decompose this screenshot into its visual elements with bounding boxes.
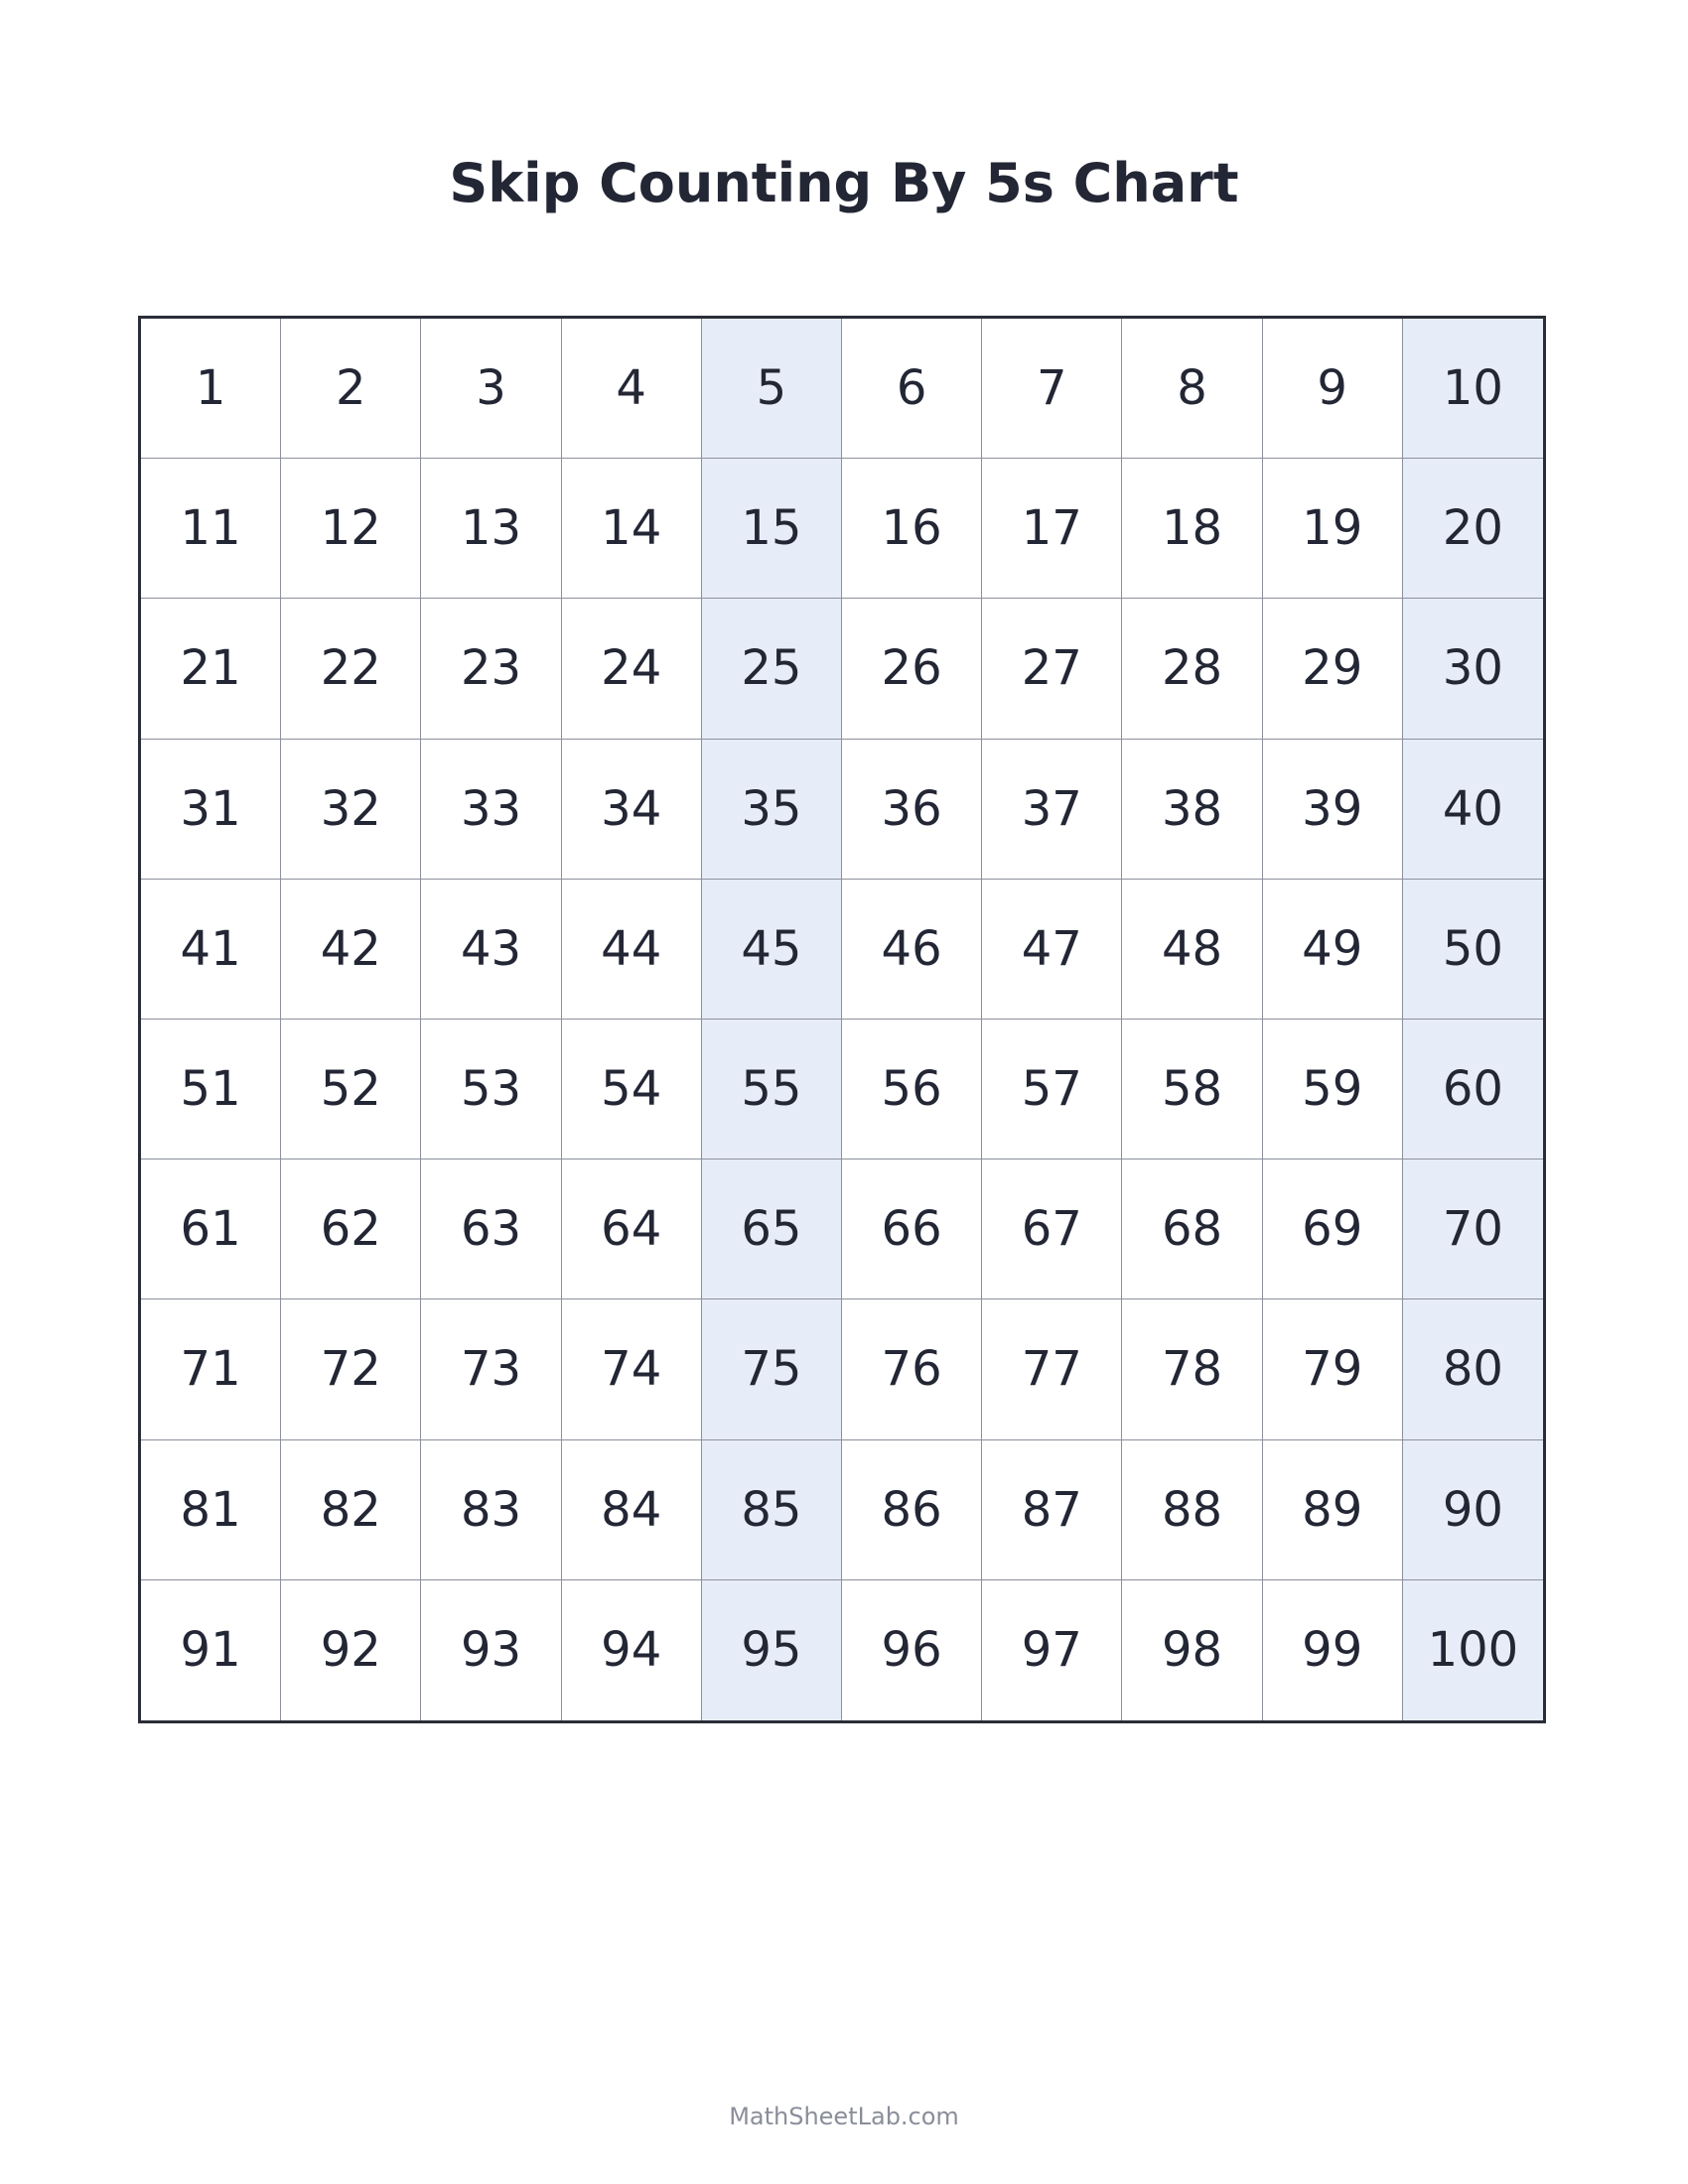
number-cell: 39 [1263,740,1403,880]
number-cell: 84 [562,1440,702,1580]
number-cell: 68 [1122,1160,1262,1299]
number-cell: 78 [1122,1299,1262,1439]
number-cell: 81 [141,1440,281,1580]
highlighted-number-cell: 95 [702,1580,842,1720]
highlighted-number-cell: 60 [1403,1020,1543,1160]
number-cell: 23 [421,599,561,739]
number-cell: 33 [421,740,561,880]
number-cell: 47 [982,880,1122,1020]
number-cell: 3 [421,319,561,459]
footer-site-name: MathSheetLab.com [729,2103,959,2130]
number-cell: 27 [982,599,1122,739]
number-cell: 4 [562,319,702,459]
number-cell: 32 [281,740,421,880]
highlighted-number-cell: 25 [702,599,842,739]
number-cell: 93 [421,1580,561,1720]
number-cell: 31 [141,740,281,880]
number-cell: 38 [1122,740,1262,880]
number-cell: 67 [982,1160,1122,1299]
number-cell: 51 [141,1020,281,1160]
number-cell: 71 [141,1299,281,1439]
number-cell: 73 [421,1299,561,1439]
number-cell: 16 [842,459,982,599]
number-cell: 53 [421,1020,561,1160]
number-cell: 37 [982,740,1122,880]
number-cell: 74 [562,1299,702,1439]
number-cell: 66 [842,1160,982,1299]
highlighted-number-cell: 5 [702,319,842,459]
number-cell: 41 [141,880,281,1020]
highlighted-number-cell: 75 [702,1299,842,1439]
highlighted-number-cell: 50 [1403,880,1543,1020]
number-cell: 1 [141,319,281,459]
number-cell: 79 [1263,1299,1403,1439]
number-cell: 34 [562,740,702,880]
number-cell: 12 [281,459,421,599]
number-cell: 14 [562,459,702,599]
number-cell: 59 [1263,1020,1403,1160]
number-cell: 9 [1263,319,1403,459]
number-cell: 49 [1263,880,1403,1020]
number-cell: 61 [141,1160,281,1299]
highlighted-number-cell: 20 [1403,459,1543,599]
number-cell: 54 [562,1020,702,1160]
number-cell: 24 [562,599,702,739]
highlighted-number-cell: 40 [1403,740,1543,880]
number-cell: 8 [1122,319,1262,459]
number-cell: 6 [842,319,982,459]
number-cell: 46 [842,880,982,1020]
highlighted-number-cell: 55 [702,1020,842,1160]
number-cell: 58 [1122,1020,1262,1160]
number-cell: 44 [562,880,702,1020]
number-cell: 83 [421,1440,561,1580]
hundreds-chart [138,316,1546,1723]
number-cell: 92 [281,1580,421,1720]
highlighted-number-cell: 15 [702,459,842,599]
number-cell: 42 [281,880,421,1020]
number-cell: 36 [842,740,982,880]
number-cell: 77 [982,1299,1122,1439]
number-cell: 28 [1122,599,1262,739]
number-cell: 18 [1122,459,1262,599]
highlighted-number-cell: 30 [1403,599,1543,739]
number-cell: 94 [562,1580,702,1720]
number-cell: 63 [421,1160,561,1299]
highlighted-number-cell: 35 [702,740,842,880]
number-cell: 62 [281,1160,421,1299]
number-cell: 22 [281,599,421,739]
number-cell: 2 [281,319,421,459]
number-cell: 19 [1263,459,1403,599]
number-cell: 87 [982,1440,1122,1580]
number-cell: 56 [842,1020,982,1160]
number-cell: 17 [982,459,1122,599]
number-cell: 64 [562,1160,702,1299]
number-cell: 69 [1263,1160,1403,1299]
number-cell: 96 [842,1580,982,1720]
number-cell: 99 [1263,1580,1403,1720]
number-cell: 98 [1122,1580,1262,1720]
number-cell: 21 [141,599,281,739]
number-cell: 43 [421,880,561,1020]
number-cell: 26 [842,599,982,739]
number-cell: 72 [281,1299,421,1439]
number-cell: 86 [842,1440,982,1580]
number-cell: 88 [1122,1440,1262,1580]
number-cell: 48 [1122,880,1262,1020]
number-cell: 29 [1263,599,1403,739]
number-grid [141,319,1543,1720]
number-cell: 76 [842,1299,982,1439]
highlighted-number-cell: 65 [702,1160,842,1299]
number-cell: 57 [982,1020,1122,1160]
page-title: Skip Counting By 5s Chart [449,152,1239,214]
number-cell: 91 [141,1580,281,1720]
highlighted-number-cell: 90 [1403,1440,1543,1580]
number-cell: 89 [1263,1440,1403,1580]
number-cell: 7 [982,319,1122,459]
highlighted-number-cell: 80 [1403,1299,1543,1439]
number-cell: 82 [281,1440,421,1580]
number-cell: 52 [281,1020,421,1160]
highlighted-number-cell: 85 [702,1440,842,1580]
number-cell: 13 [421,459,561,599]
highlighted-number-cell: 100 [1403,1580,1543,1720]
highlighted-number-cell: 45 [702,880,842,1020]
number-cell: 97 [982,1580,1122,1720]
number-cell: 11 [141,459,281,599]
highlighted-number-cell: 70 [1403,1160,1543,1299]
highlighted-number-cell: 10 [1403,319,1543,459]
